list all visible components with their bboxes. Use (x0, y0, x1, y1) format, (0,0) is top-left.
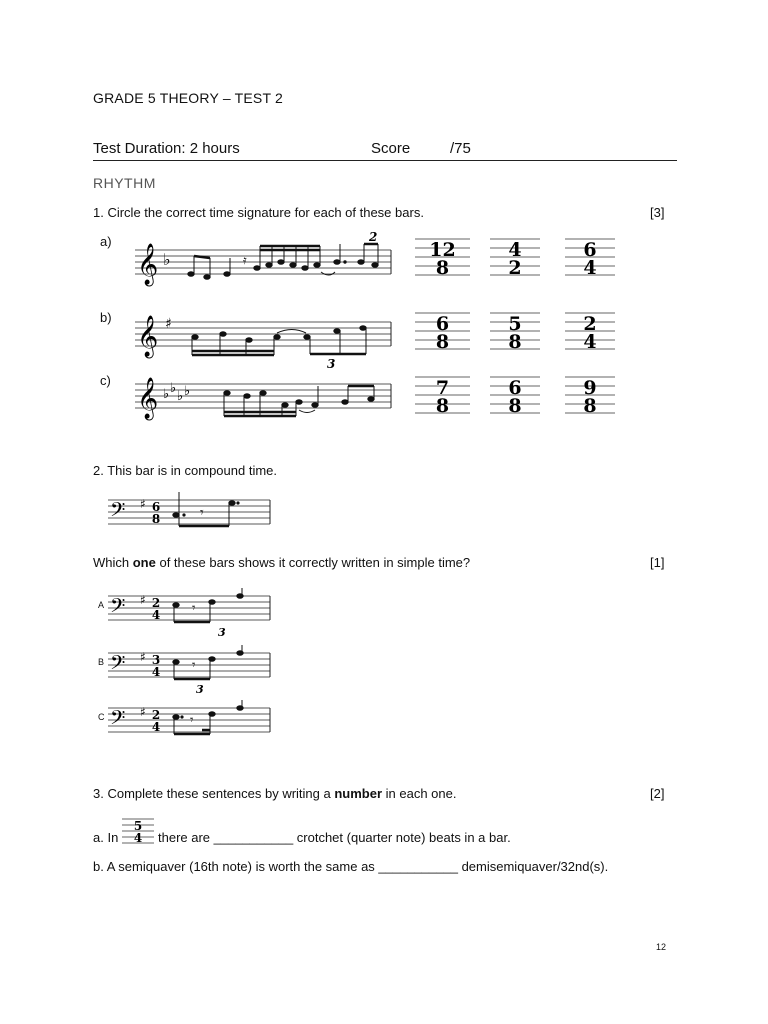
q1-b-option-2[interactable] (490, 311, 540, 351)
question-1-text: 1. Circle the correct time signature for each of these bars. (93, 205, 424, 220)
svg-text:5: 5 (133, 819, 143, 833)
header-rule (93, 160, 677, 161)
score-total: /75 (450, 140, 471, 157)
svg-text:2: 2 (583, 313, 597, 335)
q2-option-a-label: A (98, 600, 105, 610)
q1-row-a-staff (135, 232, 395, 294)
svg-text:8: 8 (435, 331, 450, 351)
svg-text:6: 6 (583, 239, 597, 261)
q1-c-option-1[interactable] (415, 375, 470, 415)
svg-text:2: 2 (151, 596, 161, 610)
svg-text:6: 6 (151, 500, 161, 514)
treble-clef-icon: 𝄞 (137, 378, 159, 419)
q1-a-option-3[interactable] (565, 237, 615, 277)
svg-text:4: 4 (583, 331, 597, 351)
test-duration: Test Duration: 2 hours (93, 140, 240, 157)
page-title: GRADE 5 THEORY – TEST 2 (93, 90, 284, 106)
svg-text:9: 9 (583, 377, 597, 399)
q1-row-c-label: c) (100, 373, 111, 388)
svg-text:4: 4 (151, 665, 161, 679)
treble-clef-icon: 𝄞 (137, 316, 159, 357)
svg-text:4: 4 (508, 239, 522, 261)
q2-option-c-bar[interactable] (108, 700, 273, 752)
svg-text:8: 8 (583, 395, 597, 415)
question-3-marks: [2] (650, 786, 665, 801)
question-1-marks: [3] (650, 205, 665, 220)
svg-text:𝄾: 𝄾 (200, 505, 204, 521)
bass-clef-icon: 𝄢 (110, 706, 126, 734)
q1-row-b-label: b) (100, 310, 112, 325)
svg-text:♭: ♭ (170, 381, 177, 396)
bass-clef-icon: 𝄢 (110, 651, 126, 679)
svg-text:4: 4 (151, 608, 161, 622)
question-3a-pre: a. In (93, 830, 119, 845)
score-label: Score (371, 140, 411, 157)
svg-text:4: 4 (133, 831, 143, 845)
svg-text:♭: ♭ (177, 389, 184, 404)
section-heading: RHYTHM (93, 175, 156, 191)
svg-text:7: 7 (435, 377, 450, 399)
q2-compound-bar (108, 492, 273, 532)
svg-text:♯: ♯ (165, 316, 172, 332)
svg-text:8: 8 (508, 331, 522, 351)
svg-text:8: 8 (435, 257, 450, 277)
svg-text:𝄾: 𝄾 (192, 601, 196, 616)
svg-text:♭: ♭ (163, 250, 171, 269)
question-3-text: 3. Complete these sentences by writing a number in each one. (93, 786, 457, 801)
svg-text:8: 8 (435, 395, 450, 415)
bass-clef-icon: 𝄢 (110, 498, 126, 526)
q1-b-option-1[interactable] (415, 311, 470, 351)
q2-option-a-bar[interactable] (108, 588, 273, 640)
svg-text:6: 6 (435, 313, 450, 335)
svg-text:8: 8 (151, 512, 161, 526)
q1-row-c-staff (135, 372, 395, 434)
svg-text:8: 8 (508, 395, 522, 415)
svg-text:𝄿: 𝄿 (243, 253, 247, 267)
svg-text:2: 2 (508, 257, 522, 277)
svg-text:2: 2 (369, 232, 378, 244)
svg-text:3: 3 (151, 653, 161, 667)
svg-text:♯: ♯ (140, 705, 146, 719)
svg-text:2: 2 (151, 708, 161, 722)
question-3b-text: b. A semiquaver (16th note) is worth the same as ___________ demisemiquaver/32nd(s). (93, 859, 609, 874)
question-2-prompt: Which one of these bars shows it correctly written in simple time? (93, 555, 471, 570)
q2-option-b-bar[interactable] (108, 645, 273, 697)
q2-option-b-label: B (98, 657, 105, 667)
q1-a-option-1[interactable] (415, 237, 470, 277)
q1-row-b-staff (135, 310, 395, 372)
svg-text:♯: ♯ (140, 497, 146, 511)
question-3a-time-signature (122, 817, 154, 847)
svg-text:𝄾: 𝄾 (190, 713, 194, 728)
treble-clef-icon: 𝄞 (137, 244, 159, 285)
q2-option-c-label: C (98, 712, 105, 722)
q1-row-a-label: a) (100, 234, 112, 249)
svg-text:3: 3 (196, 683, 204, 696)
question-3a-post: there are ___________ crotchet (quarter note) beats in a bar. (158, 830, 511, 845)
q1-b-option-3[interactable] (565, 311, 615, 351)
svg-text:𝄾: 𝄾 (192, 658, 196, 673)
svg-text:♯: ♯ (140, 650, 146, 664)
bass-clef-icon: 𝄢 (110, 594, 126, 622)
svg-text:5: 5 (508, 313, 522, 335)
svg-text:♭: ♭ (184, 384, 191, 399)
question-2-text: 2. This bar is in compound time. (93, 463, 278, 478)
question-2-marks: [1] (650, 555, 665, 570)
q1-a-option-2[interactable] (490, 237, 540, 277)
page-number: 12 (656, 942, 667, 952)
q1-c-option-3[interactable] (565, 375, 615, 415)
svg-text:3: 3 (327, 357, 336, 371)
svg-text:4: 4 (151, 720, 161, 734)
q1-c-option-2[interactable] (490, 375, 540, 415)
svg-text:3: 3 (218, 626, 226, 639)
svg-text:♯: ♯ (140, 593, 146, 607)
svg-text:4: 4 (583, 257, 597, 277)
svg-text:12: 12 (429, 239, 456, 261)
svg-text:6: 6 (508, 377, 522, 399)
svg-text:♭: ♭ (163, 387, 170, 402)
